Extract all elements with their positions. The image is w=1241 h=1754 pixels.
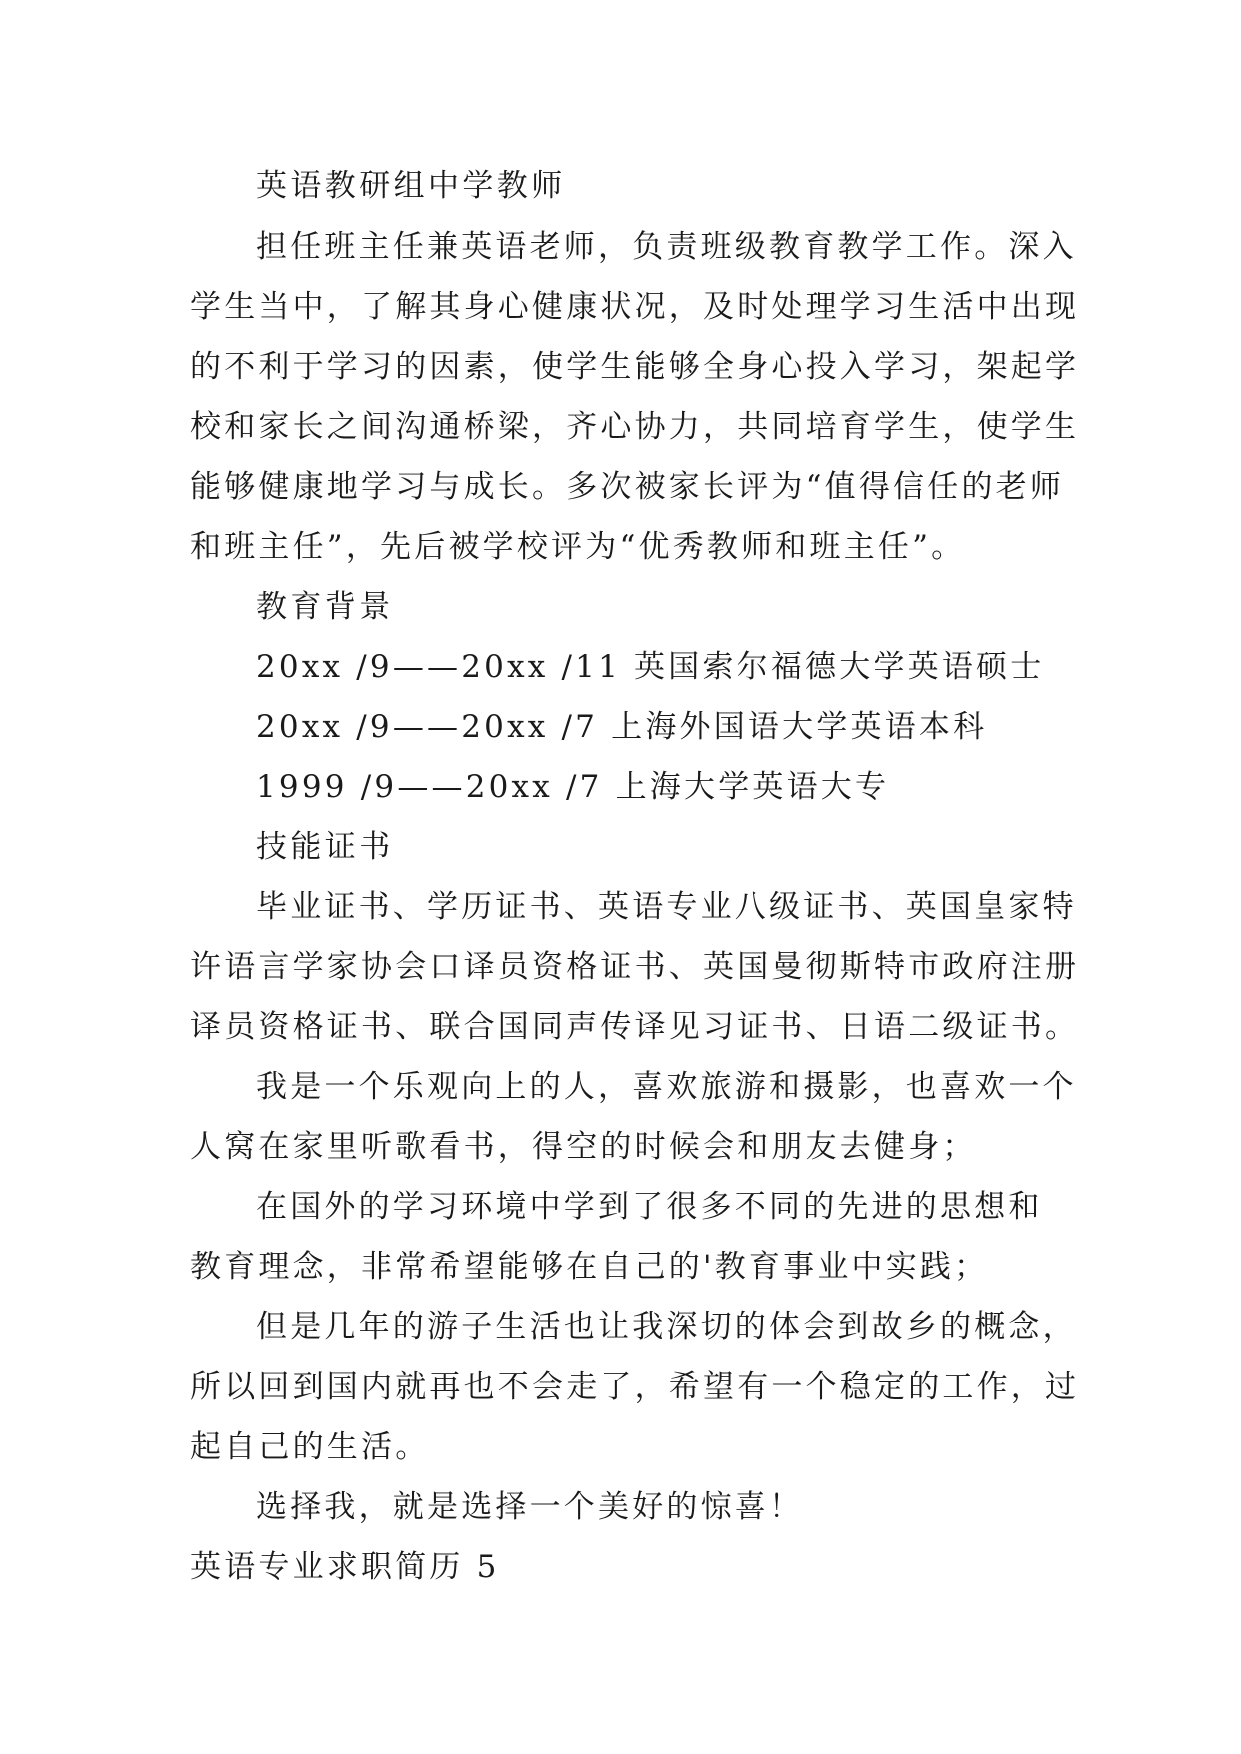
- certificates-line: 译员资格证书、联合国同声传译见习证书、日语二级证书。: [190, 1009, 1080, 1045]
- education-heading: 教育背景: [256, 589, 394, 625]
- self-description-line: 在国外的学习环境中学到了很多不同的先进的思想和: [256, 1189, 1043, 1225]
- certificates-heading: 技能证书: [256, 829, 394, 865]
- job-description-line: 学生当中，了解其身心健康状况，及时处理学习生活中出现: [190, 289, 1080, 325]
- self-description-line: 但是几年的游子生活也让我深切的体会到故乡的概念，: [256, 1309, 1077, 1345]
- self-description-line: 人窝在家里听歌看书，得空的时候会和朋友去健身；: [190, 1129, 977, 1165]
- education-entry: 1999 /9——20xx /7 上海大学英语大专: [256, 769, 890, 805]
- section-title: 英语专业求职简历 5: [190, 1549, 500, 1585]
- job-description-line: 的不利于学习的因素，使学生能够全身心投入学习，架起学: [190, 349, 1080, 385]
- job-description-line: 担任班主任兼英语老师，负责班级教育教学工作。深入: [256, 229, 1077, 265]
- self-description-line: 教育理念，非常希望能够在自己的'教育事业中实践；: [190, 1249, 989, 1285]
- job-description-line: 能够健康地学习与成长。多次被家长评为“值得信任的老师: [190, 469, 1065, 505]
- self-description-line: 我是一个乐观向上的人，喜欢旅游和摄影，也喜欢一个: [256, 1069, 1077, 1105]
- education-entry: 20xx /9——20xx /11 英国索尔福德大学英语硕士: [256, 649, 1045, 685]
- job-title-line: 英语教研组中学教师: [256, 168, 566, 204]
- certificates-line: 毕业证书、学历证书、英语专业八级证书、英国皇家特: [256, 889, 1077, 925]
- certificates-line: 许语言学家协会口译员资格证书、英国曼彻斯特市政府注册: [190, 949, 1080, 985]
- self-description-line: 所以回到国内就再也不会走了，希望有一个稳定的工作，过: [190, 1369, 1080, 1405]
- job-description-line: 和班主任”，先后被学校评为“优秀教师和班主任”。: [190, 529, 966, 565]
- closing-line: 选择我，就是选择一个美好的惊喜！: [256, 1489, 804, 1525]
- self-description-line: 起自己的生活。: [190, 1429, 430, 1465]
- education-entry: 20xx /9——20xx /7 上海外国语大学英语本科: [256, 709, 988, 745]
- job-description-line: 校和家长之间沟通桥梁，齐心协力，共同培育学生，使学生: [190, 409, 1080, 445]
